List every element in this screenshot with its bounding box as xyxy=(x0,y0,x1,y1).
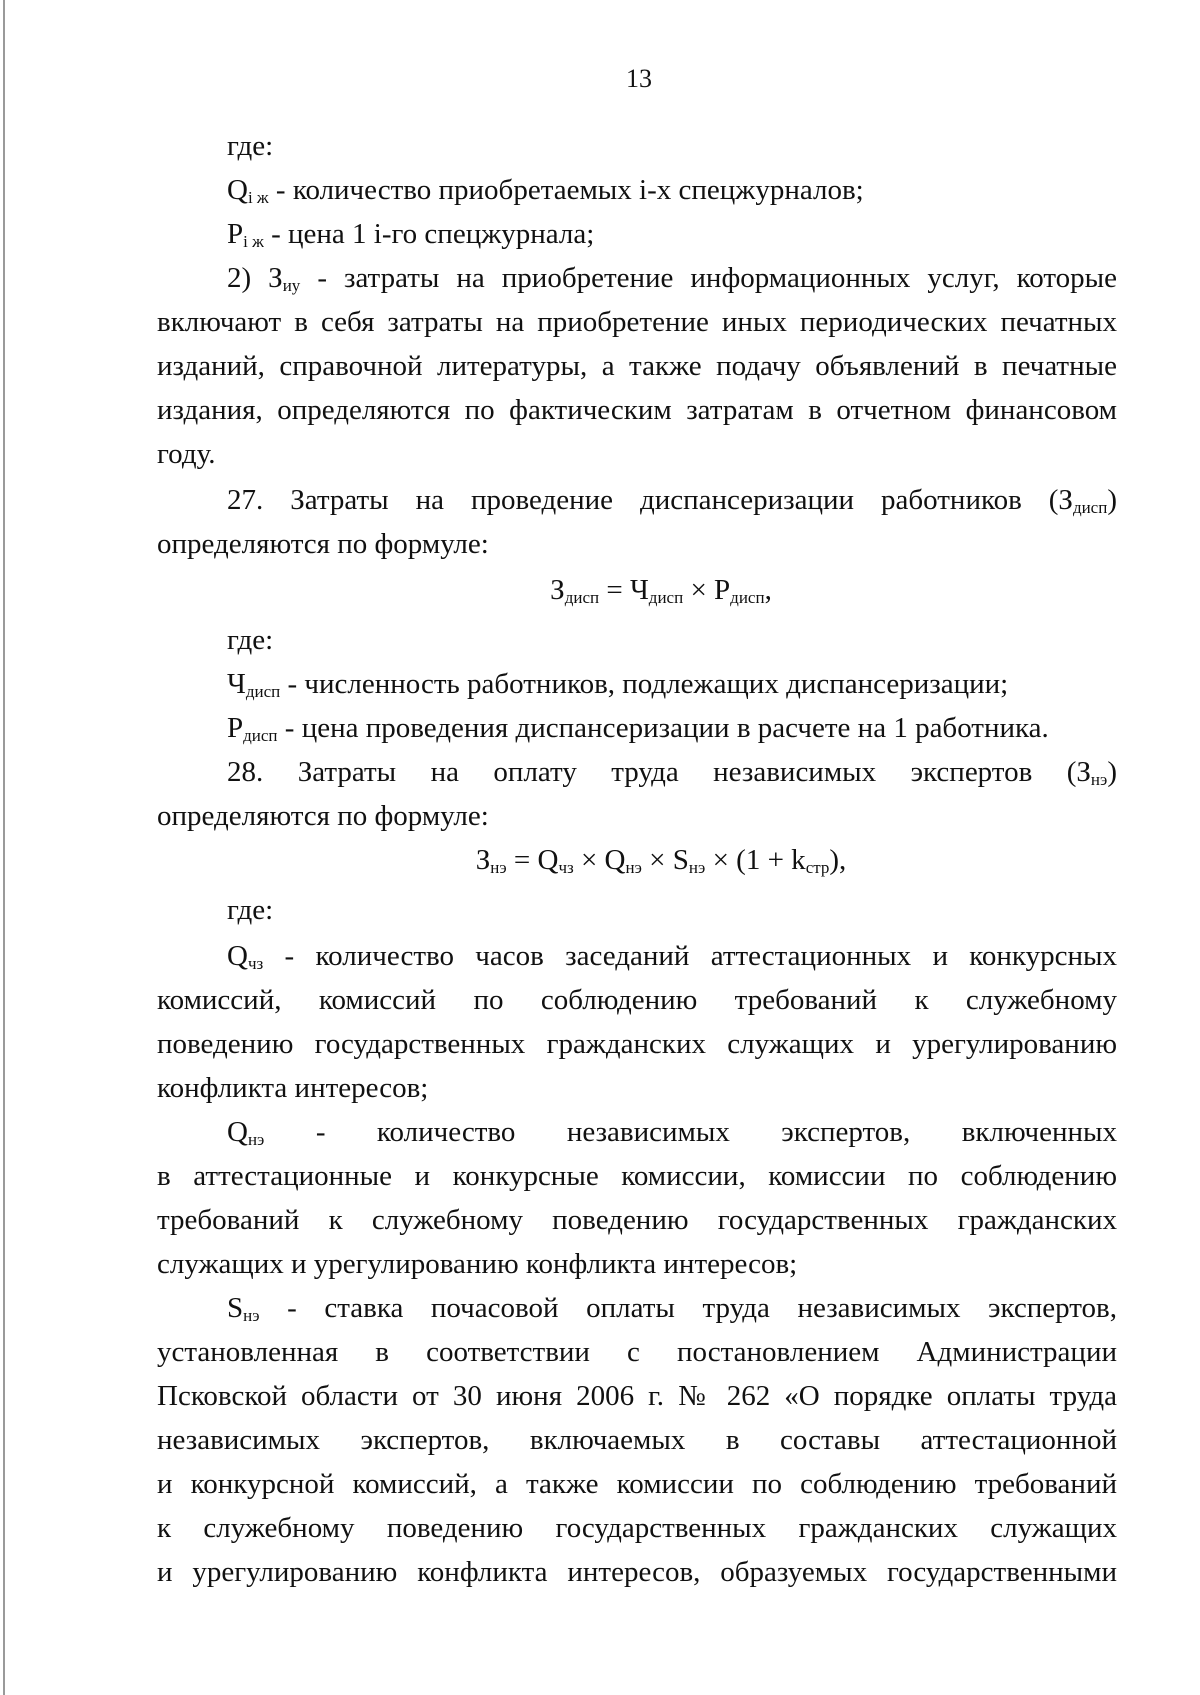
item-2-line: включают в себя затраты на приобретение иных периодических печатных xyxy=(157,306,1117,338)
where-label-2: где: xyxy=(227,624,274,656)
definition-text: - количество независимых экспертов, включенных xyxy=(264,1116,1117,1148)
where-label-3: где: xyxy=(227,894,274,926)
paragraph-27-subscript: дисп xyxy=(1072,498,1108,517)
definition-s-ne-line: независимых экспертов, включаемых в составы аттестационной xyxy=(157,1424,1117,1456)
item-2-line: году. xyxy=(157,438,216,470)
definition-ch-disp xyxy=(157,662,1117,706)
definition-q-chz-line: поведению государственных гражданских служащих и урегулированию xyxy=(157,1028,1117,1060)
definition-text: - количество часов заседаний аттестационных и конкурсных xyxy=(263,940,1117,972)
definition-q-chz-line: комиссий, комиссий по соблюдению требований к служебному xyxy=(157,984,1117,1016)
paragraph-28-end: ) xyxy=(1107,756,1117,788)
formula-28: $З_{нэ} = Q_{чз} \times Q_{нэ} \times S_{нэ} \times (1 + k_{стр})$, xyxy=(475,844,847,877)
symbol-subscript: дисп xyxy=(245,682,281,701)
item-2-subscript: иу xyxy=(282,276,301,295)
definition-q-chz-line xyxy=(157,934,1117,978)
symbol-subscript: i ж xyxy=(243,232,264,251)
paragraph-27-text: 27. Затраты на проведение диспансеризации работников (З xyxy=(227,484,1073,516)
definition-s-ne-line: и конкурсной комиссий, а также комиссии по соблюдению требований xyxy=(157,1468,1117,1500)
paragraph-28-text: 28. Затраты на оплату труда независимых экспертов (З xyxy=(227,756,1091,788)
definition-text: - цена проведения диспансеризации в расчете на 1 работника. xyxy=(277,712,1049,744)
definition-q-i-zh xyxy=(157,168,1117,212)
symbol: Q xyxy=(227,1116,248,1148)
definition-q-ne-line: требований к служебному поведению государственных гражданских xyxy=(157,1204,1117,1236)
definition-text: - цена 1 i-го спецжурнала; xyxy=(263,218,595,250)
definition-q-ne-line: в аттестационные и конкурсные комиссии, комиссии по соблюдению xyxy=(157,1160,1117,1192)
definition-text: - численность работников, подлежащих диспансеризации; xyxy=(280,668,1009,700)
item-2-prefix: 2) З xyxy=(227,262,283,294)
symbol: Q xyxy=(227,174,248,206)
definition-s-ne-line: установленная в соответствии с постановлением Администрации xyxy=(157,1336,1117,1368)
paragraph-28-line xyxy=(157,750,1117,794)
symbol-subscript: нэ xyxy=(243,1306,260,1325)
item-2-line xyxy=(157,256,1117,300)
definition-p-i-zh xyxy=(157,212,1117,256)
definition-text: - ставка почасовой оплаты труда независимых экспертов, xyxy=(259,1292,1117,1324)
paragraph-27-line xyxy=(157,478,1117,522)
symbol-subscript: нэ xyxy=(247,1130,265,1149)
definition-s-ne-line: и урегулированию конфликта интересов, образуемых государственными xyxy=(157,1556,1117,1588)
definition-q-chz-line: конфликта интересов; xyxy=(157,1072,429,1104)
where-label-1: где: xyxy=(227,130,274,162)
symbol: Ч xyxy=(227,668,246,700)
symbol-subscript: чз xyxy=(247,954,264,973)
symbol: S xyxy=(227,1292,244,1324)
definition-q-ne-line xyxy=(157,1110,1117,1154)
paragraph-27-line: определяются по формуле: xyxy=(157,528,489,560)
definition-s-ne-line: Псковской области от 30 июня 2006 г. № 262 «О порядке оплаты труда xyxy=(157,1380,1117,1412)
symbol-subscript: i ж xyxy=(247,188,269,207)
paragraph-28-subscript: нэ xyxy=(1090,770,1108,789)
formula-27: $З_{дисп} = Ч_{дисп} \times P_{дисп}$, xyxy=(550,574,772,607)
item-2-text: - затраты на приобретение информационных услуг, которые xyxy=(300,262,1117,294)
scan-edge-line xyxy=(3,0,5,1695)
definition-text: - количество приобретаемых i-х спецжурналов; xyxy=(268,174,864,206)
document-body xyxy=(157,124,1117,1594)
page-number: 13 xyxy=(626,64,652,93)
symbol: P xyxy=(227,712,244,744)
symbol: Q xyxy=(227,940,248,972)
paragraph-28-line: определяются по формуле: xyxy=(157,800,489,832)
item-2-line: издания, определяются по фактическим затратам в отчетном финансовом xyxy=(157,394,1117,426)
definition-p-disp xyxy=(157,706,1117,750)
symbol-subscript: дисп xyxy=(243,726,278,745)
item-2-line: изданий, справочной литературы, а также подачу объявлений в печатные xyxy=(157,350,1117,382)
definition-s-ne-line: к служебному поведению государственных гражданских служащих xyxy=(157,1512,1117,1544)
paragraph-27-end: ) xyxy=(1107,484,1117,516)
definition-q-ne-line: служащих и урегулированию конфликта интересов; xyxy=(157,1248,798,1280)
symbol: P xyxy=(227,218,244,250)
definition-s-ne-line xyxy=(157,1286,1117,1330)
